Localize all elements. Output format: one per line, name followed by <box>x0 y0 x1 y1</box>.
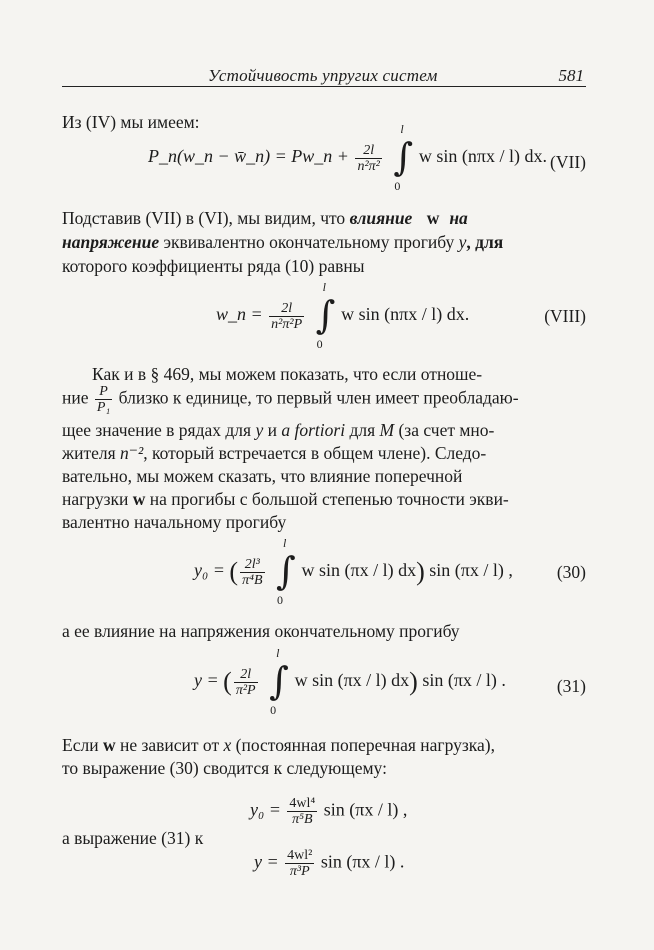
eq31-frac-den: π²P <box>235 682 256 698</box>
p3-l2-text: близко к единице, то первый член имеет преобладаю- <box>118 387 519 408</box>
eq31-int-lower: 0 <box>270 703 277 717</box>
eq31-lhs: y = <box>194 670 219 691</box>
paragraph-2-line-2 <box>62 232 503 253</box>
eq31-rhs: sin (πx / l) . <box>422 670 506 691</box>
paragraph-3-line-7: валентно начальному прогибу <box>62 512 287 532</box>
eq8-frac-num: 2l <box>269 301 304 317</box>
eq8-lhs: w_n = <box>216 304 263 325</box>
eq8-int-upper: l <box>322 280 326 294</box>
paragraph-3-line-3 <box>62 420 494 441</box>
eq30-lhs: y₀ = <box>194 560 225 581</box>
eq30-frac-num: 2l³ <box>240 557 264 573</box>
eq8-int-lower: 0 <box>316 337 323 351</box>
paragraph-5-line-1 <box>62 735 495 756</box>
equation-31: y = ( $\frac{2l}{\text{π²P}}$ ∫ l 0 w sin (πx / l) dx) sin (πx / l) . <box>194 646 506 717</box>
p3-l3-m: M <box>379 420 395 440</box>
eq7-lhs: P_n(w_n − w̄_n) = Pw_n + <box>148 146 349 167</box>
p3-l3-y: y <box>255 420 264 440</box>
p2-emph-on: на <box>449 208 468 228</box>
p5-l1-x: x <box>223 735 232 755</box>
equation-number-viii: (VIII) <box>544 306 586 326</box>
eq31-fraction <box>234 667 258 698</box>
p3-l3-a: щее значение в рядах для <box>62 420 256 440</box>
paragraph-3-line-2 <box>62 384 519 420</box>
paragraph-2-line-1 <box>62 208 468 229</box>
eq30b-frac-den: π⁵B <box>292 812 313 827</box>
equation-viii <box>216 280 470 351</box>
eq8-frac-den: n²π²P <box>271 316 303 332</box>
p3-l6-c: на прогибы с большой степенью точности экви- <box>145 489 509 509</box>
p3-l2-start: ние <box>62 387 89 408</box>
p2-emph-stress: напряжение <box>62 232 160 252</box>
eq31b-fraction <box>285 848 314 879</box>
eq7-int-lower: 0 <box>394 179 401 193</box>
eq7-fraction <box>355 143 381 174</box>
eq7-int-upper: l <box>400 122 404 136</box>
header-title: Устойчивость упругих систем <box>208 66 438 85</box>
paragraph-3-line-4 <box>62 443 486 464</box>
eq30b-lhs: y₀ = <box>250 799 281 820</box>
eq8-fraction <box>269 301 304 332</box>
eq31-frac-num: 2l <box>234 667 258 683</box>
paragraph-3-line-6 <box>62 489 509 510</box>
equation-30: y₀ = ( $\frac{\text{2l³}}{\text{π⁴B}}$ ∫ l 0 w sin (πx / l) dx) sin (πx / l) , <box>194 536 513 607</box>
paragraph-2-line-3: которого коэффициенты ряда (10) равны <box>62 256 365 276</box>
eq7-frac-num: 2l <box>355 143 381 159</box>
eq30-frac-den: π⁴B <box>242 572 263 588</box>
paragraph-3-line-5: вательно, мы можем сказать, что влияние поперечной <box>62 466 463 486</box>
p2-l1-text: Подставив (VII) в (VI), мы видим, что <box>62 208 350 228</box>
eq31-int-upper: l <box>276 646 280 660</box>
eq30-integral: ∫ l 0 <box>276 536 296 607</box>
eq30-int-upper: l <box>283 536 287 550</box>
eq7-frac-den: n²π² <box>357 158 380 174</box>
eq30b-frac-num: 4wl⁴ <box>289 796 316 811</box>
equation-number-31: (31) <box>556 676 586 696</box>
equation-number-30: (30) <box>556 562 586 582</box>
p3-ratio-fraction <box>95 384 112 415</box>
eq31-integral: ∫ l 0 <box>269 646 289 717</box>
eq31b-rhs: sin (πx / l) . <box>320 851 405 872</box>
paragraph-4: а ее влияние на напряжения окончательному прогибу <box>62 621 460 641</box>
eq30-int-lower: 0 <box>277 593 284 607</box>
running-header <box>62 66 586 87</box>
p3-l6-a: нагрузки <box>62 489 133 509</box>
eq30-rhs: sin (πx / l) , <box>429 560 513 581</box>
p3-l4-a: жителя <box>62 443 121 463</box>
eq30-mid: w sin (πx / l) dx <box>301 560 417 581</box>
p3-l3-g: (за счет мно- <box>394 420 495 440</box>
equation-vii <box>148 122 547 193</box>
p3-l3-afortiori: a fortiori <box>281 420 346 440</box>
p5-l1-e: (постоянная поперечная нагрузка), <box>231 735 495 755</box>
p3-l3-c: и <box>263 420 282 440</box>
p3-l3-e: для <box>345 420 380 440</box>
equation-30-reduced <box>250 796 407 827</box>
p3-l6-w: w <box>132 489 146 509</box>
p5-l1-a: Если <box>62 735 103 755</box>
p2-symbol-y: y <box>458 232 467 252</box>
eq7-rhs: w sin (nπx / l) dx. <box>418 146 547 167</box>
p2-emph-influence: влияние <box>349 208 413 228</box>
p3-l4-c: , который встречается в общем члене). Следо- <box>143 443 487 463</box>
eq8-integral: ∫ l 0 <box>315 280 336 351</box>
p2-l2-text: эквивалентно окончательному прогибу <box>159 232 459 252</box>
p3-ratio-den: P₁ <box>96 400 111 415</box>
paragraph-3-line-1: Как и в § 469, мы можем показать, что если отноше- <box>92 364 483 384</box>
p3-ratio-num: P <box>95 384 112 400</box>
paragraph-6: а выражение (31) к <box>62 828 204 848</box>
eq31b-frac-num: 4wl² <box>287 848 313 863</box>
eq31b-lhs: y = <box>254 851 279 872</box>
equation-number-vii: (VII) <box>550 152 586 172</box>
p5-l1-c: не зависит от <box>115 735 224 755</box>
eq30-fraction <box>240 557 264 588</box>
eq30b-rhs: sin (πx / l) , <box>323 799 408 820</box>
eq31-mid: w sin (πx / l) dx <box>294 670 410 691</box>
p5-l1-w: w <box>102 735 116 755</box>
eq31b-frac-den: π³P <box>289 864 310 879</box>
eq7-integral: ∫ l 0 <box>393 122 414 193</box>
p2-l2-end: , для <box>466 232 504 252</box>
equation-31-reduced <box>254 848 404 879</box>
p3-l4-n: n⁻² <box>120 443 144 463</box>
page-number: 581 <box>558 66 584 85</box>
p2-symbol-w: w <box>426 208 440 228</box>
paragraph-intro: Из (IV) мы имеем: <box>62 112 200 132</box>
paragraph-5-line-2: то выражение (30) сводится к следующему: <box>62 758 387 778</box>
eq8-rhs: w sin (nπx / l) dx. <box>341 304 470 325</box>
eq30b-fraction <box>287 796 317 827</box>
